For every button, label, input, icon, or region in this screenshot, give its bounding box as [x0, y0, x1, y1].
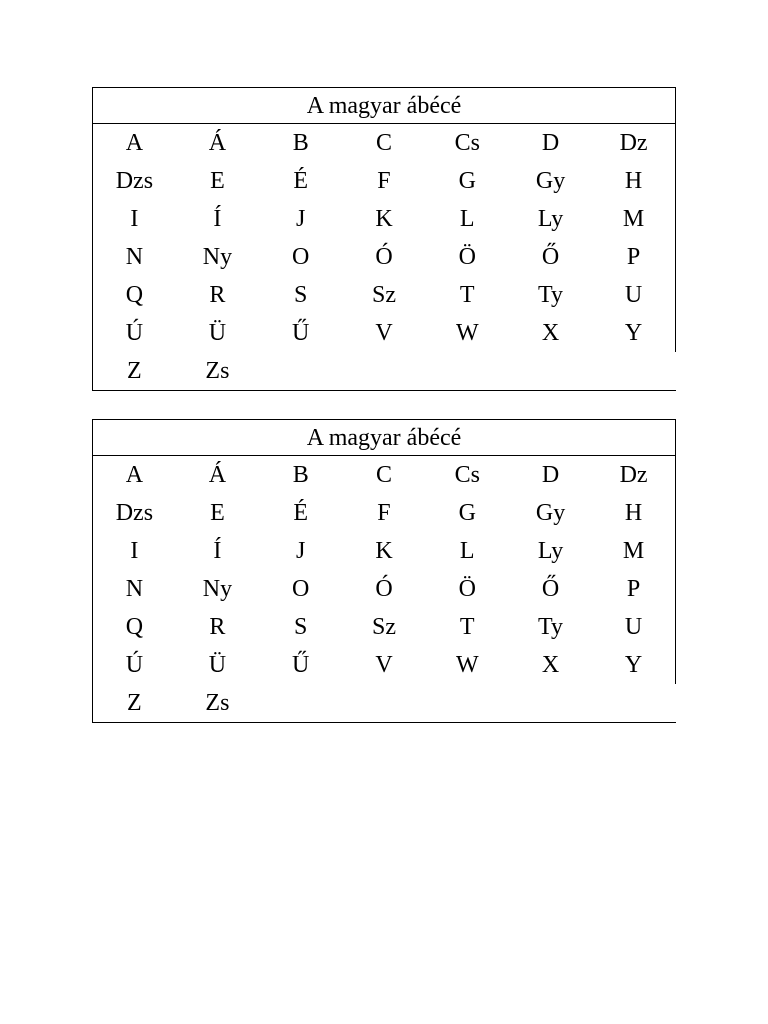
letter-cell: Q [93, 608, 176, 646]
letter-cell: B [259, 456, 342, 495]
table-row [93, 314, 676, 352]
letter-cell: T [459, 614, 475, 640]
letter-cell: N [93, 570, 176, 608]
letter-cell [426, 684, 509, 723]
letter-cell: Cs [426, 456, 509, 495]
letter-cell [342, 352, 425, 391]
letter-cell: D [509, 124, 592, 163]
table-row [93, 238, 676, 276]
letter-cell: O [292, 576, 310, 602]
letter-cell: Í [213, 206, 222, 232]
letter-cell: Dz [592, 124, 675, 163]
table-row [93, 608, 676, 646]
letter-cell: K [375, 206, 393, 232]
alphabet-table-2 [92, 419, 676, 723]
letter-cell: J [296, 538, 306, 564]
letter-cell: Ó [375, 244, 393, 270]
table-body [93, 456, 676, 723]
table-body [93, 124, 676, 391]
letter-cell: I [93, 200, 176, 238]
letter-cell: Ü [208, 320, 227, 346]
letter-cell: D [509, 456, 592, 495]
letter-cell: Í [213, 538, 222, 564]
table-row [93, 570, 676, 608]
letter-cell: X [541, 320, 560, 346]
letter-cell: E [210, 500, 225, 526]
letter-cell: N [93, 238, 176, 276]
letter-cell: M [592, 200, 675, 238]
letter-cell [592, 684, 675, 723]
letter-cell: Dzs [93, 494, 176, 532]
letter-cell: J [296, 206, 306, 232]
table-row [93, 494, 676, 532]
letter-cell: Ty [538, 282, 564, 308]
letter-cell: Ny [202, 576, 233, 602]
letter-cell: Ny [202, 244, 233, 270]
letter-cell: Dzs [93, 162, 176, 200]
letter-cell: Z [93, 684, 176, 723]
letter-cell: Ü [208, 652, 227, 678]
letter-cell [426, 352, 509, 391]
table-row [93, 532, 676, 570]
letter-cell: S [294, 282, 308, 308]
letter-cell [509, 352, 592, 391]
letter-cell: F [377, 500, 391, 526]
letter-cell: T [459, 282, 475, 308]
letter-cell: U [592, 276, 675, 314]
letter-cell: Gy [535, 500, 566, 526]
letter-cell: Ű [292, 320, 310, 346]
letter-cell: Z [93, 352, 176, 391]
letter-cell: H [592, 162, 675, 200]
letter-cell: V [375, 320, 393, 346]
letter-cell: C [342, 124, 425, 163]
letter-cell: Y [592, 314, 675, 352]
letter-cell: Ó [375, 576, 393, 602]
letter-cell: Á [176, 124, 259, 163]
table-row [93, 276, 676, 314]
letter-cell: Ő [541, 244, 560, 270]
letter-cell: G [458, 168, 476, 194]
letter-cell: G [458, 500, 476, 526]
letter-cell: Zs [176, 684, 259, 723]
letter-cell: O [292, 244, 310, 270]
letter-cell: Ú [93, 646, 176, 684]
letter-cell: R [209, 282, 226, 308]
letter-cell: Sz [371, 614, 396, 640]
table-row [93, 684, 676, 723]
table-row [93, 352, 676, 391]
letter-cell: Gy [535, 168, 566, 194]
letter-cell: Cs [426, 124, 509, 163]
letter-cell [509, 684, 592, 723]
letter-cell: W [455, 652, 479, 678]
letter-cell: F [377, 168, 391, 194]
table-row [93, 124, 676, 163]
table-row [93, 456, 676, 495]
table-row [93, 162, 676, 200]
letter-cell: L [459, 538, 475, 564]
letter-cell: M [592, 532, 675, 570]
table-row [93, 200, 676, 238]
letter-cell: L [459, 206, 475, 232]
letter-cell: K [375, 538, 393, 564]
letter-cell: Sz [371, 282, 396, 308]
letter-cell: Ly [537, 538, 564, 564]
letter-cell: B [259, 124, 342, 163]
table-caption: A magyar ábécé [92, 419, 676, 455]
letter-cell: Ű [292, 652, 310, 678]
alphabet-table-1 [92, 87, 676, 391]
letter-cell: X [541, 652, 560, 678]
letter-cell: C [342, 456, 425, 495]
letter-cell: Ty [538, 614, 564, 640]
table-caption: A magyar ábécé [92, 87, 676, 123]
letter-cell: É [293, 500, 309, 526]
letter-cell: A [93, 456, 176, 495]
letter-cell: P [592, 238, 675, 276]
letter-cell: Zs [176, 352, 259, 391]
letter-cell [342, 684, 425, 723]
letter-cell: S [294, 614, 308, 640]
letter-cell: Q [93, 276, 176, 314]
letter-cell [259, 352, 342, 391]
letter-cell: A [93, 124, 176, 163]
letter-cell [592, 352, 675, 391]
letter-cell: Ő [541, 576, 560, 602]
letter-cell: I [93, 532, 176, 570]
letter-cell: Á [176, 456, 259, 495]
letter-cell: E [210, 168, 225, 194]
letter-cell: R [209, 614, 226, 640]
letter-cell: Ö [458, 576, 476, 602]
letter-cell: É [293, 168, 309, 194]
table-row [93, 646, 676, 684]
letter-cell: W [455, 320, 479, 346]
letter-cell: H [592, 494, 675, 532]
letter-cell: Ú [93, 314, 176, 352]
letter-cell: V [375, 652, 393, 678]
letter-cell [259, 684, 342, 723]
letter-cell: Ly [537, 206, 564, 232]
letter-cell: Dz [592, 456, 675, 495]
letter-cell: P [592, 570, 675, 608]
letter-cell: Y [592, 646, 675, 684]
letter-cell: Ö [458, 244, 476, 270]
letter-cell: U [592, 608, 675, 646]
